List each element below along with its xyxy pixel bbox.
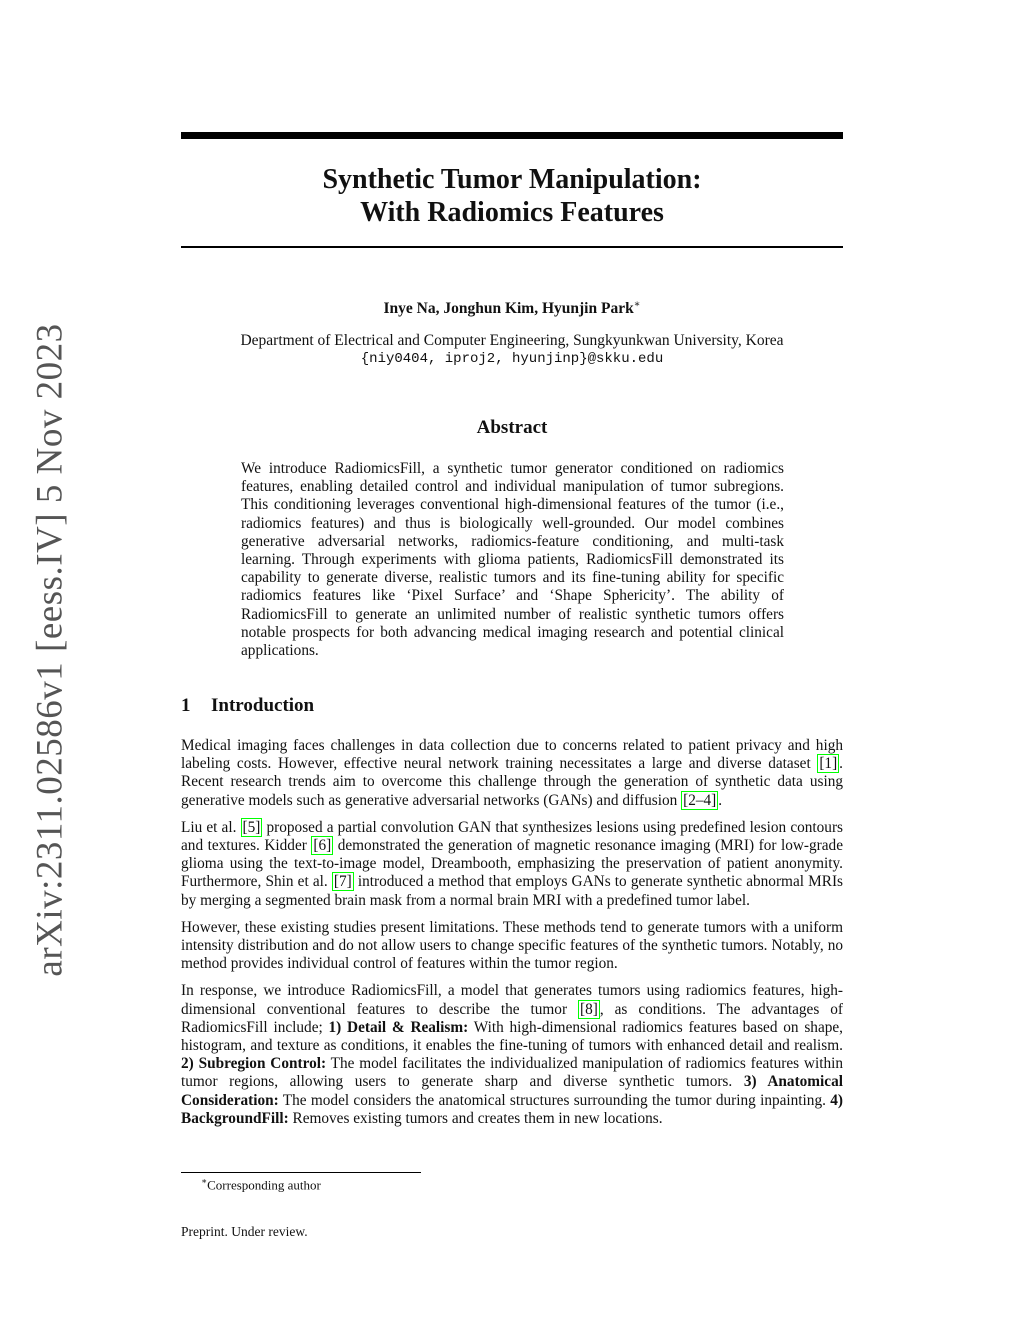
paper-title: [181, 163, 843, 229]
text-run: Medical imaging faces challenges in data collection due to concerns related to patient privacy and high labeling costs. However, effective neural network training necessitates a large and diverse dataset: [181, 737, 843, 773]
title-bottom-rule: [181, 246, 843, 248]
section-number: 1: [181, 695, 191, 716]
contribution-heading: 1) Detail & Realism:: [328, 1018, 469, 1036]
section-title: Introduction: [211, 695, 315, 716]
text-run: Removes existing tumors and creates them in new locations.: [288, 1109, 663, 1127]
abstract-text: We introduce RadiomicsFill, a synthetic tumor generator conditioned on radiomics features, enabling detailed control and individual manipulation of tumor subregions. This conditioning leverages conventional high-dimensional features of the tumor (i.e., radiomics features) and thus is biologically well-grounded. Our model combines generative adversarial networks, radiomics-feature conditioning, and multi-task learning. Through experiments with glioma patients, RadiomicsFill demonstrated its capability to generate diverse, realistic tumors and its fine-tuning ability for specific radiomics features like ‘Pixel Surface’ and ‘Shape Sphericity’. The ability of RadiomicsFill to generate an unlimited number of realistic synthetic tumors offers notable prospects for both advancing medical imaging research and potential clinical applications.: [241, 460, 784, 660]
contribution-heading: 4) BackgroundFill:: [181, 1091, 843, 1127]
author-emails: {niy0404, iproj2, hyunjinp}@skku.edu: [360, 351, 664, 367]
text-run: introduced a method that employs GANs to generate synthetic abnormal MRIs by merging a segmented brain mask from a normal brain MRI with a predefined tumor label.: [181, 873, 843, 909]
text-run: The model considers the anatomical structures surrounding the tumor during inpainting.: [278, 1091, 831, 1109]
text-run: , as conditions. The advantages of RadiomicsFill include;: [181, 1000, 843, 1036]
contribution-heading: 3) Anatomical Consideration:: [181, 1073, 843, 1109]
text-run: . Recent research trends aim to overcome this challenge through the generation of synthetic data using generative models such as generative adversarial networks (GANs) and diffusion: [181, 755, 843, 809]
footnote-mark: ∗: [201, 1176, 208, 1186]
abstract-heading: Abstract: [476, 417, 548, 438]
citation-link[interactable]: [5]: [242, 818, 261, 836]
paragraph-1: [181, 737, 843, 810]
title-top-rule: [181, 132, 843, 139]
section-body: [181, 737, 843, 1137]
citation-link[interactable]: [7]: [333, 873, 352, 891]
text-run: demonstrated the generation of magnetic resonance imaging (MRI) for low-grade glioma using the text-to-image model, Dreambooth, emphasizing the preservation of patient anonymity. Furthermore, Shin et al.: [181, 837, 843, 891]
affiliation-block: [181, 332, 843, 368]
affiliation: Department of Electrical and Computer Engineering, Sungkyunkwan University, Korea: [240, 332, 784, 349]
title-line-1: Synthetic Tumor Manipulation:: [322, 164, 702, 195]
citation-link[interactable]: [1]: [819, 755, 838, 773]
footnote: [201, 1176, 321, 1193]
text-run: proposed a partial convolution GAN that synthesizes lesions using predefined lesion contours and textures. Kidder: [181, 818, 843, 855]
text-run: .: [718, 791, 723, 809]
footnote-rule: [181, 1172, 421, 1173]
citation-link[interactable]: [8]: [580, 1000, 598, 1018]
footnote-text: Corresponding author: [207, 1177, 321, 1193]
author-names: Inye Na, Jonghun Kim, Hyunjin Park: [383, 300, 634, 318]
paragraph-4: [181, 982, 843, 1128]
paragraph-3: However, these existing studies present limitations. These methods tend to generate tumors with a uniform intensity distribution and do not allow users to change specific features of the synthetic tumors. Notably, no method provides individual control of features within the tumor region.: [181, 918, 843, 973]
text-run: With high-dimensional radiomics features based on shape, histogram, and texture as conditions, it enables the fine-tuning of tumors with enhanced detail and realism.: [181, 1018, 843, 1055]
title-line-2: With Radiomics Features: [360, 197, 664, 228]
preprint-note: Preprint. Under review.: [181, 1224, 308, 1239]
arxiv-stamp: arXiv:2311.02586v1 [eess.IV] 5 Nov 2023: [29, 323, 71, 977]
section-heading: [181, 695, 314, 717]
citation-link[interactable]: [2–4]: [683, 791, 717, 809]
citation-link[interactable]: [6]: [313, 837, 332, 855]
text-run: The model facilitates the individualized manipulation of radiomics features within tumor regions, allowing users to generate sharp and diverse synthetic tumors.: [181, 1055, 843, 1091]
paragraph-2: [181, 819, 843, 910]
contribution-heading: 2) Subregion Control:: [181, 1055, 327, 1073]
author-list: [181, 295, 843, 319]
corresponding-mark: ∗: [633, 299, 641, 310]
text-run: Liu et al.: [181, 818, 241, 836]
text-run: In response, we introduce RadiomicsFill, a model that generates tumors using radiomics features, high-dimensional conventional features to describe the tumor: [181, 982, 843, 1018]
